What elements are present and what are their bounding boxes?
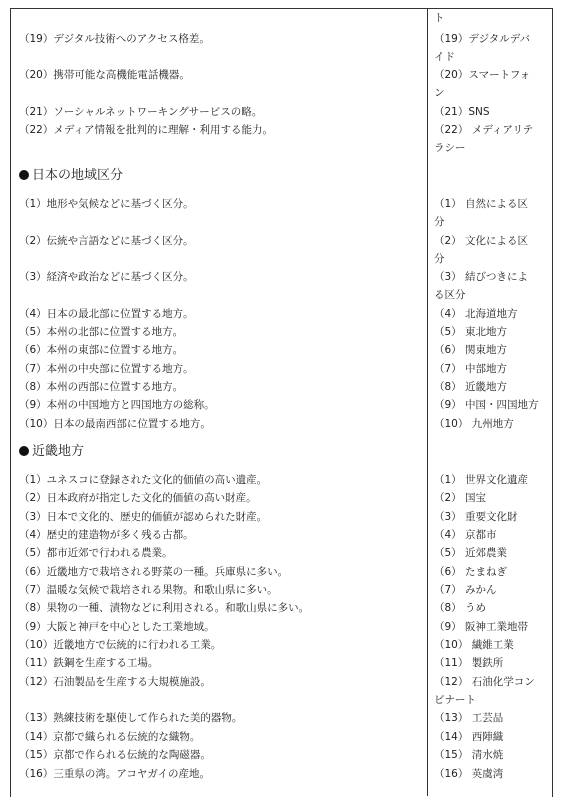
answer-line: （10） 繊維工業 — [434, 639, 514, 651]
question-line: （5）都市近郊で行われる農業。 — [19, 547, 173, 559]
question-line: （10）近畿地方で伝統的に行われる工業。 — [19, 639, 222, 651]
answer-line: （15） 清水焼 — [434, 749, 504, 761]
section-title: 日本の地域区分 — [32, 168, 124, 183]
question-line: （9）大阪と神戸を中心とした工業地域。 — [19, 621, 215, 633]
answer-line: （22） メディアリテ — [434, 124, 534, 136]
answer-line: （16） 英虞湾 — [434, 768, 504, 780]
question-line: （3）経済や政治などに基づく区分。 — [19, 271, 194, 283]
answer-line: （13） 工芸品 — [434, 712, 504, 724]
question-line: （21）ソーシャルネットワーキングサービスの略。 — [19, 106, 263, 118]
question-line: （5）本州の北部に位置する地方。 — [19, 326, 184, 338]
question-line: （20）携帯可能な高機能電話機器。 — [19, 69, 190, 81]
answer-line: る区分 — [434, 289, 466, 301]
answer-line: （7） みかん — [434, 584, 497, 596]
question-line: （2）日本政府が指定した文化的価値の高い財産。 — [19, 492, 257, 504]
question-line: （16）三重県の湾。アコヤガイの産地。 — [19, 768, 211, 780]
answer-line: （6） 関東地方 — [434, 344, 508, 356]
answer-line: 分 — [434, 253, 445, 265]
answer-line: （6） たまねぎ — [434, 566, 508, 578]
question-line: （15）京都で作られる伝統的な陶磁器。 — [19, 749, 211, 761]
answer-line: （4） 北海道地方 — [434, 308, 518, 320]
question-line: （1）地形や気候などに基づく区分。 — [19, 198, 194, 210]
question-line: （8）本州の西部に位置する地方。 — [19, 381, 184, 393]
answer-line: （5） 東北地方 — [434, 326, 508, 338]
bullet-icon — [19, 446, 29, 456]
answer-line: ビナート — [434, 694, 476, 706]
section-heading — [19, 168, 123, 184]
answer-line: ン — [434, 87, 445, 99]
question-line: （8）果物の一種、漬物などに利用される。和歌山県に多い。 — [19, 602, 310, 614]
question-line: （6）近畿地方で栽培される野菜の一種。兵庫県に多い。 — [19, 566, 289, 578]
question-line: （22）メディア情報を批判的に理解・利用する能力。 — [19, 124, 274, 136]
question-line: （11）鉄鋼を生産する工場。 — [19, 657, 159, 669]
question-line: （2）伝統や言語などに基づく区分。 — [19, 235, 194, 247]
answer-line: （8） 近畿地方 — [434, 381, 508, 393]
answer-line: ト — [434, 12, 445, 24]
answer-line: （2） 国宝 — [434, 492, 487, 504]
bullet-icon — [19, 170, 29, 180]
answer-line: （3） 結びつきによ — [434, 271, 529, 283]
question-line: （4）日本の最北部に位置する地方。 — [19, 308, 194, 320]
question-line: （13）熟練技術を駆使して作られた美的器物。 — [19, 712, 243, 724]
section-heading — [19, 444, 84, 460]
answer-line: （5） 近郊農業 — [434, 547, 508, 559]
question-line: （1）ユネスコに登録された文化的価値の高い遺産。 — [19, 474, 268, 486]
question-line: （12）石油製品を生産する大規模施設。 — [19, 676, 211, 688]
question-line: （14）京都で織られる伝統的な織物。 — [19, 731, 201, 743]
answer-line: ラシー — [434, 142, 466, 154]
answer-line: （9） 中国・四国地方 — [434, 399, 539, 411]
column-divider — [427, 8, 428, 796]
answer-line: （4） 京都市 — [434, 529, 497, 541]
answer-line: （20）スマートフォ — [434, 69, 531, 81]
section-title: 近畿地方 — [32, 444, 85, 459]
answer-line: イド — [434, 51, 455, 63]
answer-line: （11） 製鉄所 — [434, 657, 504, 669]
answer-line: （10） 九州地方 — [434, 418, 514, 430]
question-line: （9）本州の中国地方と四国地方の総称。 — [19, 399, 215, 411]
question-line: （4）歴史的建造物が多く残る古都。 — [19, 529, 194, 541]
question-line: （7）本州の中央部に位置する地方。 — [19, 363, 194, 375]
question-line: （6）本州の東部に位置する地方。 — [19, 344, 184, 356]
answer-line: （8） うめ — [434, 602, 487, 614]
answer-line: 分 — [434, 216, 445, 228]
answer-line: （14） 西陣織 — [434, 731, 504, 743]
answer-line: （12） 石油化学コン — [434, 676, 535, 688]
answer-line: （7） 中部地方 — [434, 363, 508, 375]
answer-line: （21）SNS — [434, 106, 490, 118]
question-line: （10）日本の最南西部に位置する地方。 — [19, 418, 211, 430]
answer-line: （3） 重要文化財 — [434, 511, 518, 523]
answer-line: （19）デジタルデバ — [434, 33, 531, 45]
answer-line: （9） 阪神工業地帯 — [434, 621, 529, 633]
question-line: （3）日本で文化的、歴史的価値が認められた財産。 — [19, 511, 268, 523]
question-line: （7）温暖な気候で栽培される果物。和歌山県に多い。 — [19, 584, 278, 596]
answer-line: （1） 自然による区 — [434, 198, 529, 210]
question-line: （19）デジタル技術へのアクセス格差。 — [19, 33, 210, 45]
answer-line: （2） 文化による区 — [434, 235, 529, 247]
answer-line: （1） 世界文化遺産 — [434, 474, 529, 486]
